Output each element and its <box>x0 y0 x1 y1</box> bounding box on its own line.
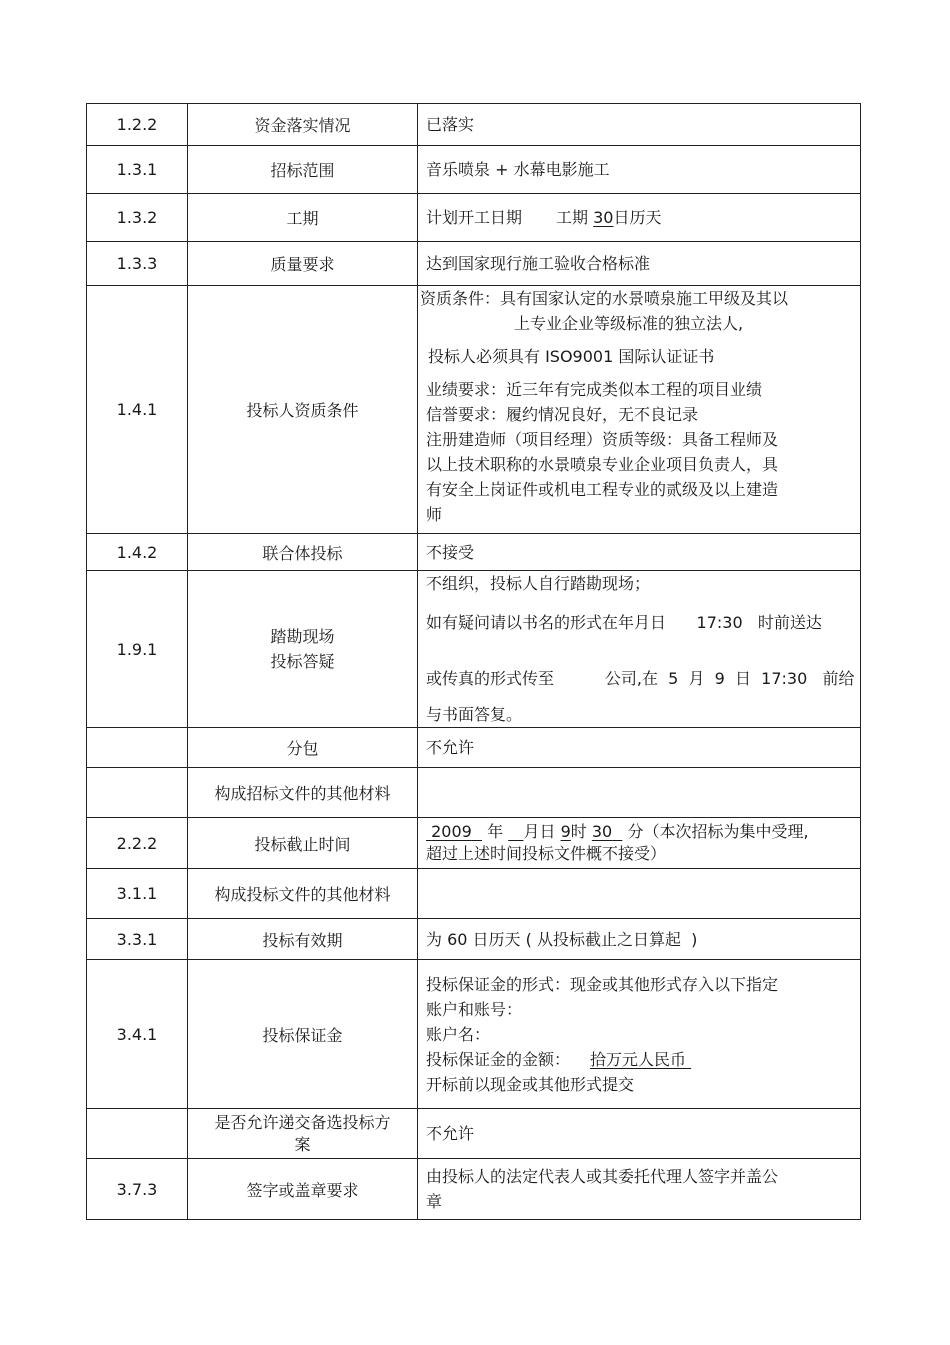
table-row <box>87 960 861 1109</box>
row-number: 1.3.2 <box>87 194 188 242</box>
table-row <box>87 534 861 571</box>
row-number: 1.2.2 <box>87 104 188 146</box>
row-content: 2009 年 月日 9时 30 分（本次招标为集中受理, 超过上述时间投标文件概不接受） <box>418 818 861 869</box>
row-item: 投标截止时间 <box>188 818 418 869</box>
row-content: 达到国家现行施工验收合格标准 <box>418 242 861 286</box>
row-content: 音乐喷泉 + 水幕电影施工 <box>418 146 861 194</box>
row-number: 1.9.1 <box>87 571 188 728</box>
table-row <box>87 571 861 728</box>
row-content: 不允许 <box>418 728 861 768</box>
row-item: 工期 <box>188 194 418 242</box>
row-number: 3.7.3 <box>87 1159 188 1220</box>
row-content: 不接受 <box>418 534 861 571</box>
row-number <box>87 768 188 818</box>
row-number: 3.4.1 <box>87 960 188 1109</box>
deadline-hour: 9 <box>560 822 571 841</box>
row-content: 计划开工日期 工期 30日历天 <box>418 194 861 242</box>
row-item: 投标人资质条件 <box>188 286 418 534</box>
row-number: 1.3.1 <box>87 146 188 194</box>
row-number <box>87 728 188 768</box>
row-content: 不允许 <box>418 1109 861 1159</box>
row-item: 投标保证金 <box>188 960 418 1109</box>
duration-value: 30 <box>593 208 614 227</box>
row-content <box>418 869 861 919</box>
bid-info-table <box>86 103 861 1220</box>
row-number: 2.2.2 <box>87 818 188 869</box>
row-item: 招标范围 <box>188 146 418 194</box>
table-row <box>87 869 861 919</box>
row-number <box>87 1109 188 1159</box>
table-row <box>87 728 861 768</box>
table-row <box>87 194 861 242</box>
row-item: 构成招标文件的其他材料 <box>188 768 418 818</box>
table-row <box>87 1109 861 1159</box>
row-item: 构成投标文件的其他材料 <box>188 869 418 919</box>
row-content: 已落实 <box>418 104 861 146</box>
table-row <box>87 818 861 869</box>
row-content <box>418 768 861 818</box>
deadline-year: 2009 <box>431 822 472 841</box>
deadline-minute: 30 <box>591 822 613 841</box>
table-row <box>87 1159 861 1220</box>
table-row <box>87 768 861 818</box>
row-item: 联合体投标 <box>188 534 418 571</box>
table-row <box>87 146 861 194</box>
row-content: 为 60 日历天 ( 从投标截止之日算起 ) <box>418 919 861 960</box>
row-number: 1.4.2 <box>87 534 188 571</box>
row-number: 3.3.1 <box>87 919 188 960</box>
row-item: 是否允许递交备选投标方 案 <box>188 1109 418 1159</box>
row-item: 投标有效期 <box>188 919 418 960</box>
row-number: 1.3.3 <box>87 242 188 286</box>
table-row <box>87 286 861 534</box>
table-row <box>87 104 861 146</box>
row-item: 分包 <box>188 728 418 768</box>
table-row <box>87 919 861 960</box>
row-content: 资质条件：具有国家认定的水景喷泉施工甲级及其以 上专业企业等级标准的独立法人, 投标人必须具有 ISO9001 国际认证证书 业绩要求：近三年有完成类似本工程的项目业绩 信誉要求：履约情况良好，无不良记录 注册建造师（项目经理）资质等级：具备工程师及 以上技术职称的水景喷泉专业企业项目负责人，具 有安全上岗证件或机电工程专业的贰级及以上建造 师 <box>418 286 861 534</box>
row-item: 资金落实情况 <box>188 104 418 146</box>
row-content: 不组织，投标人自行踏勘现场； 如有疑问请以书名的形式在年月日 17:30 时前送达 或传真的形式传至 公司,在 5 月 9 日 17:30 前给 与书面答复。 <box>418 571 861 728</box>
row-item: 踏勘现场 投标答疑 <box>188 571 418 728</box>
row-number: 3.1.1 <box>87 869 188 919</box>
row-content: 由投标人的法定代表人或其委托代理人签字并盖公 章 <box>418 1159 861 1220</box>
row-number: 1.4.1 <box>87 286 188 534</box>
bond-amount: 拾万元人民币 <box>590 1049 687 1069</box>
row-item: 质量要求 <box>188 242 418 286</box>
row-content: 投标保证金的形式：现金或其他形式存入以下指定 账户和账号： 账户名： 投标保证金的金额： 拾万元人民币 开标前以现金或其他形式提交 <box>418 960 861 1109</box>
row-item: 签字或盖章要求 <box>188 1159 418 1220</box>
table-row <box>87 242 861 286</box>
